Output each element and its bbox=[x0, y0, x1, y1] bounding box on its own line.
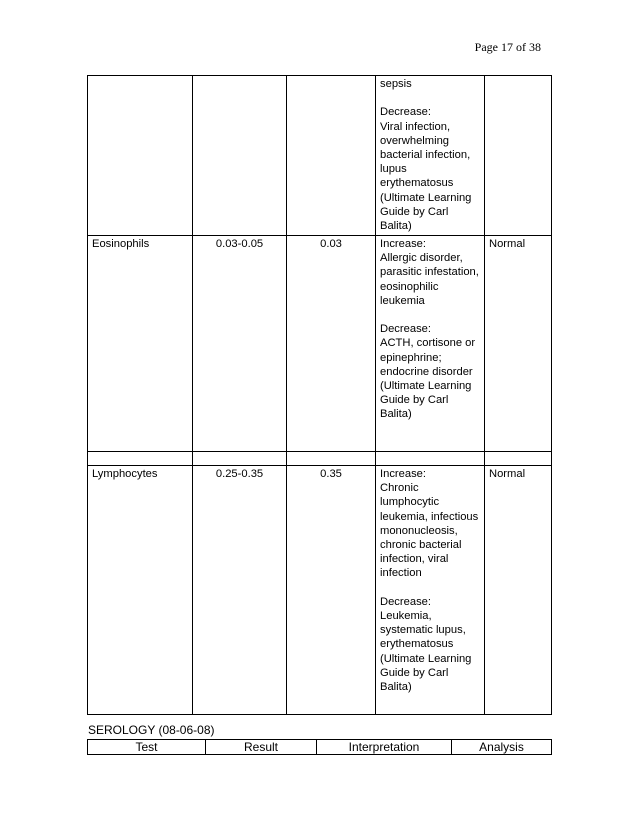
serology-table bbox=[87, 739, 552, 755]
result-cell: 0.03 bbox=[287, 236, 376, 452]
column-header-result: Result bbox=[206, 740, 317, 755]
lab-results-table bbox=[87, 75, 552, 715]
significance-cell: Increase: Allergic disorder, parasitic infestation, eosinophilic leukemia Decrease: ACTH, cortisone or epinephrine; endocrine disorder (Ultimate Learning Guide by Carl Balita) bbox=[376, 236, 485, 452]
interpretation-cell: Normal bbox=[485, 236, 552, 452]
test-name-cell: Lymphocytes bbox=[88, 466, 193, 715]
serology-header-row bbox=[88, 740, 552, 755]
result-cell bbox=[287, 452, 376, 466]
interpretation-cell bbox=[485, 452, 552, 466]
test-name-cell: Eosinophils bbox=[88, 236, 193, 452]
serology-section-title: SEROLOGY (08-06-08) bbox=[88, 723, 215, 737]
significance-cell: sepsis Decrease: Viral infection, overwhelming bacterial infection, lupus erythematosus (Ultimate Learning Guide by Carl Balita) bbox=[376, 76, 485, 236]
normal-range-cell: 0.03-0.05 bbox=[193, 236, 287, 452]
table-row bbox=[88, 236, 552, 452]
normal-range-cell: 0.25-0.35 bbox=[193, 466, 287, 715]
page-number: Page 17 of 38 bbox=[474, 40, 541, 54]
column-header-test: Test bbox=[88, 740, 206, 755]
table-row bbox=[88, 76, 552, 236]
interpretation-cell bbox=[485, 76, 552, 236]
result-cell bbox=[287, 76, 376, 236]
interpretation-cell: Normal bbox=[485, 466, 552, 715]
column-header-interpretation: Interpretation bbox=[317, 740, 452, 755]
normal-range-cell bbox=[193, 452, 287, 466]
result-cell: 0.35 bbox=[287, 466, 376, 715]
significance-cell bbox=[376, 452, 485, 466]
test-name-cell bbox=[88, 76, 193, 236]
column-header-analysis: Analysis bbox=[452, 740, 552, 755]
table-row bbox=[88, 452, 552, 466]
test-name-cell bbox=[88, 452, 193, 466]
normal-range-cell bbox=[193, 76, 287, 236]
table-row bbox=[88, 466, 552, 715]
significance-cell: Increase: Chronic lumphocytic leukemia, infectious mononucleosis, chronic bacterial infection, viral infection Decrease: Leukemia, systematic lupus, erythematosus (Ultimate Learning Guide by Carl Balita) bbox=[376, 466, 485, 715]
